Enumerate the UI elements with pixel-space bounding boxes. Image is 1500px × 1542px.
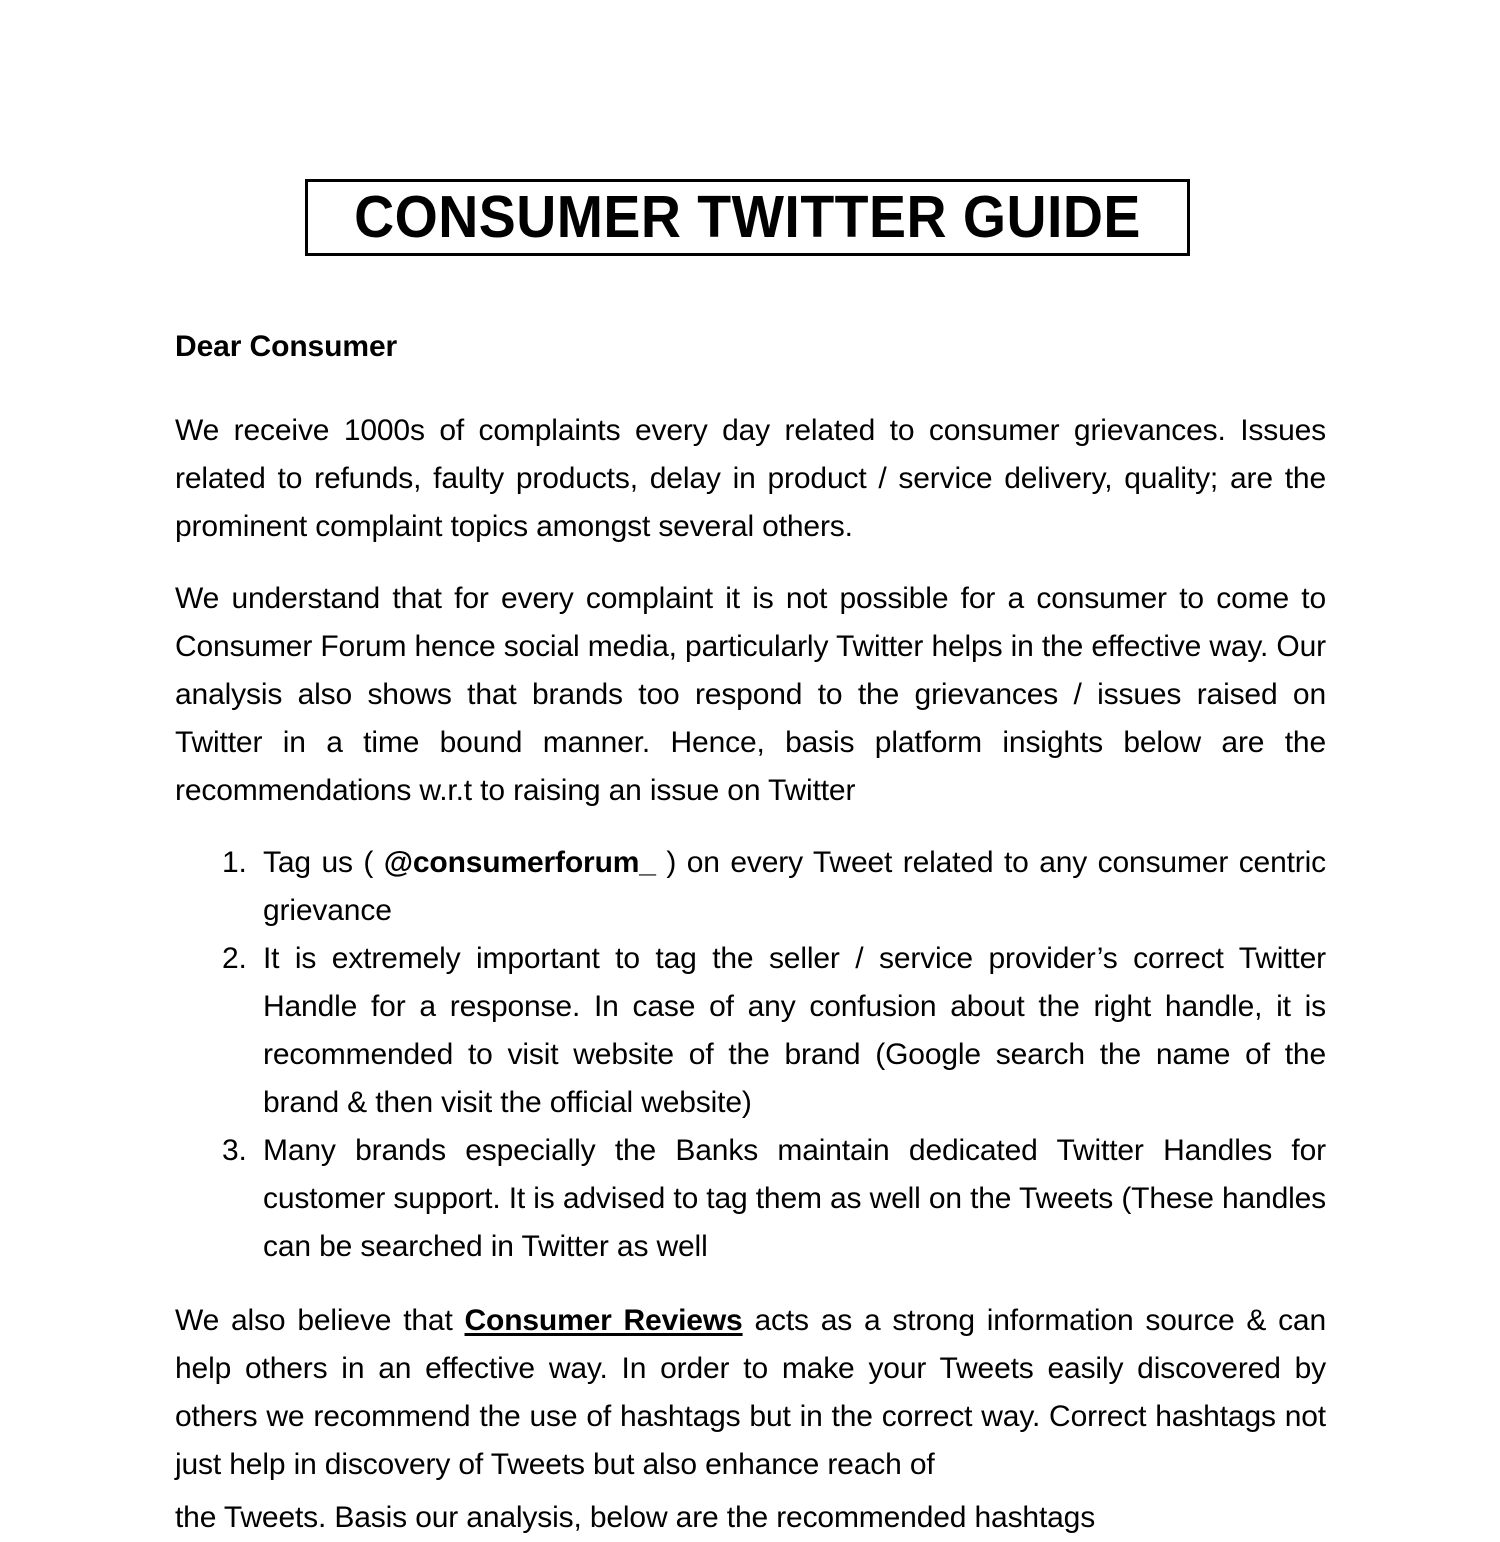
list-item-text-before: Many brands especially the Banks maintain dedicated Twitter Handles for customer support. It is advised to tag them as well on the Tweets (These handles can be searched in Twitter as well [263, 1133, 1327, 1263]
paragraph-2: We understand that for every complaint it is not possible for a consumer to come to Consumer Forum hence social media, particularly Twitter helps in the effective way. Our analysis also shows that brands too respond to the grievances / issues raised on Twitter in a time bound manner. Hence, basis platform insights below are the recommendations w.r.t to raising an issue on Twitter [175, 581, 1326, 807]
list-item [175, 839, 1326, 935]
paragraph-3-text-after: acts as a strong information source & can help others in an effective way. In order to make your Tweets easily discovered by others we recommend the use of hashtags but in the correct way. Correct hashtags not just help in discovery of Tweets but also enhance reach of [175, 1303, 1326, 1481]
paragraph-1: We receive 1000s of complaints every day related to consumer grievances. Issues related to refunds, faulty products, delay in product / service delivery, quality; are the prominent complaint topics amongst several others. [175, 413, 1326, 543]
paragraph-3 [175, 1297, 1326, 1489]
clipped-next-line: the Tweets. Basis our analysis, below are the recommended hashtags [175, 1501, 1096, 1534]
list-item [175, 935, 1326, 1127]
document-title-box [305, 179, 1190, 256]
page-title: CONSUMER TWITTER GUIDE [354, 184, 1141, 250]
list-item [175, 1127, 1326, 1271]
consumer-reviews-emphasis: Consumer Reviews [464, 1303, 743, 1337]
document-body [175, 330, 1326, 1489]
twitter-handle: @consumerforum_ [383, 845, 656, 879]
list-item-text-before: Tag us ( [263, 845, 384, 879]
list-item-text-before: It is extremely important to tag the seller / service provider’s correct Twitter Handle for a response. In case of any confusion about the right handle, it is recommended to visit website of the brand (Google search the name of the brand & then visit the official website) [263, 941, 1326, 1119]
paragraph-3-text-before: We also believe that [175, 1303, 465, 1337]
recommendations-list [175, 839, 1326, 1271]
salutation: Dear Consumer [175, 330, 398, 363]
list-item-text-after: ) on every Tweet related to any consumer centric grievance [263, 845, 1327, 927]
